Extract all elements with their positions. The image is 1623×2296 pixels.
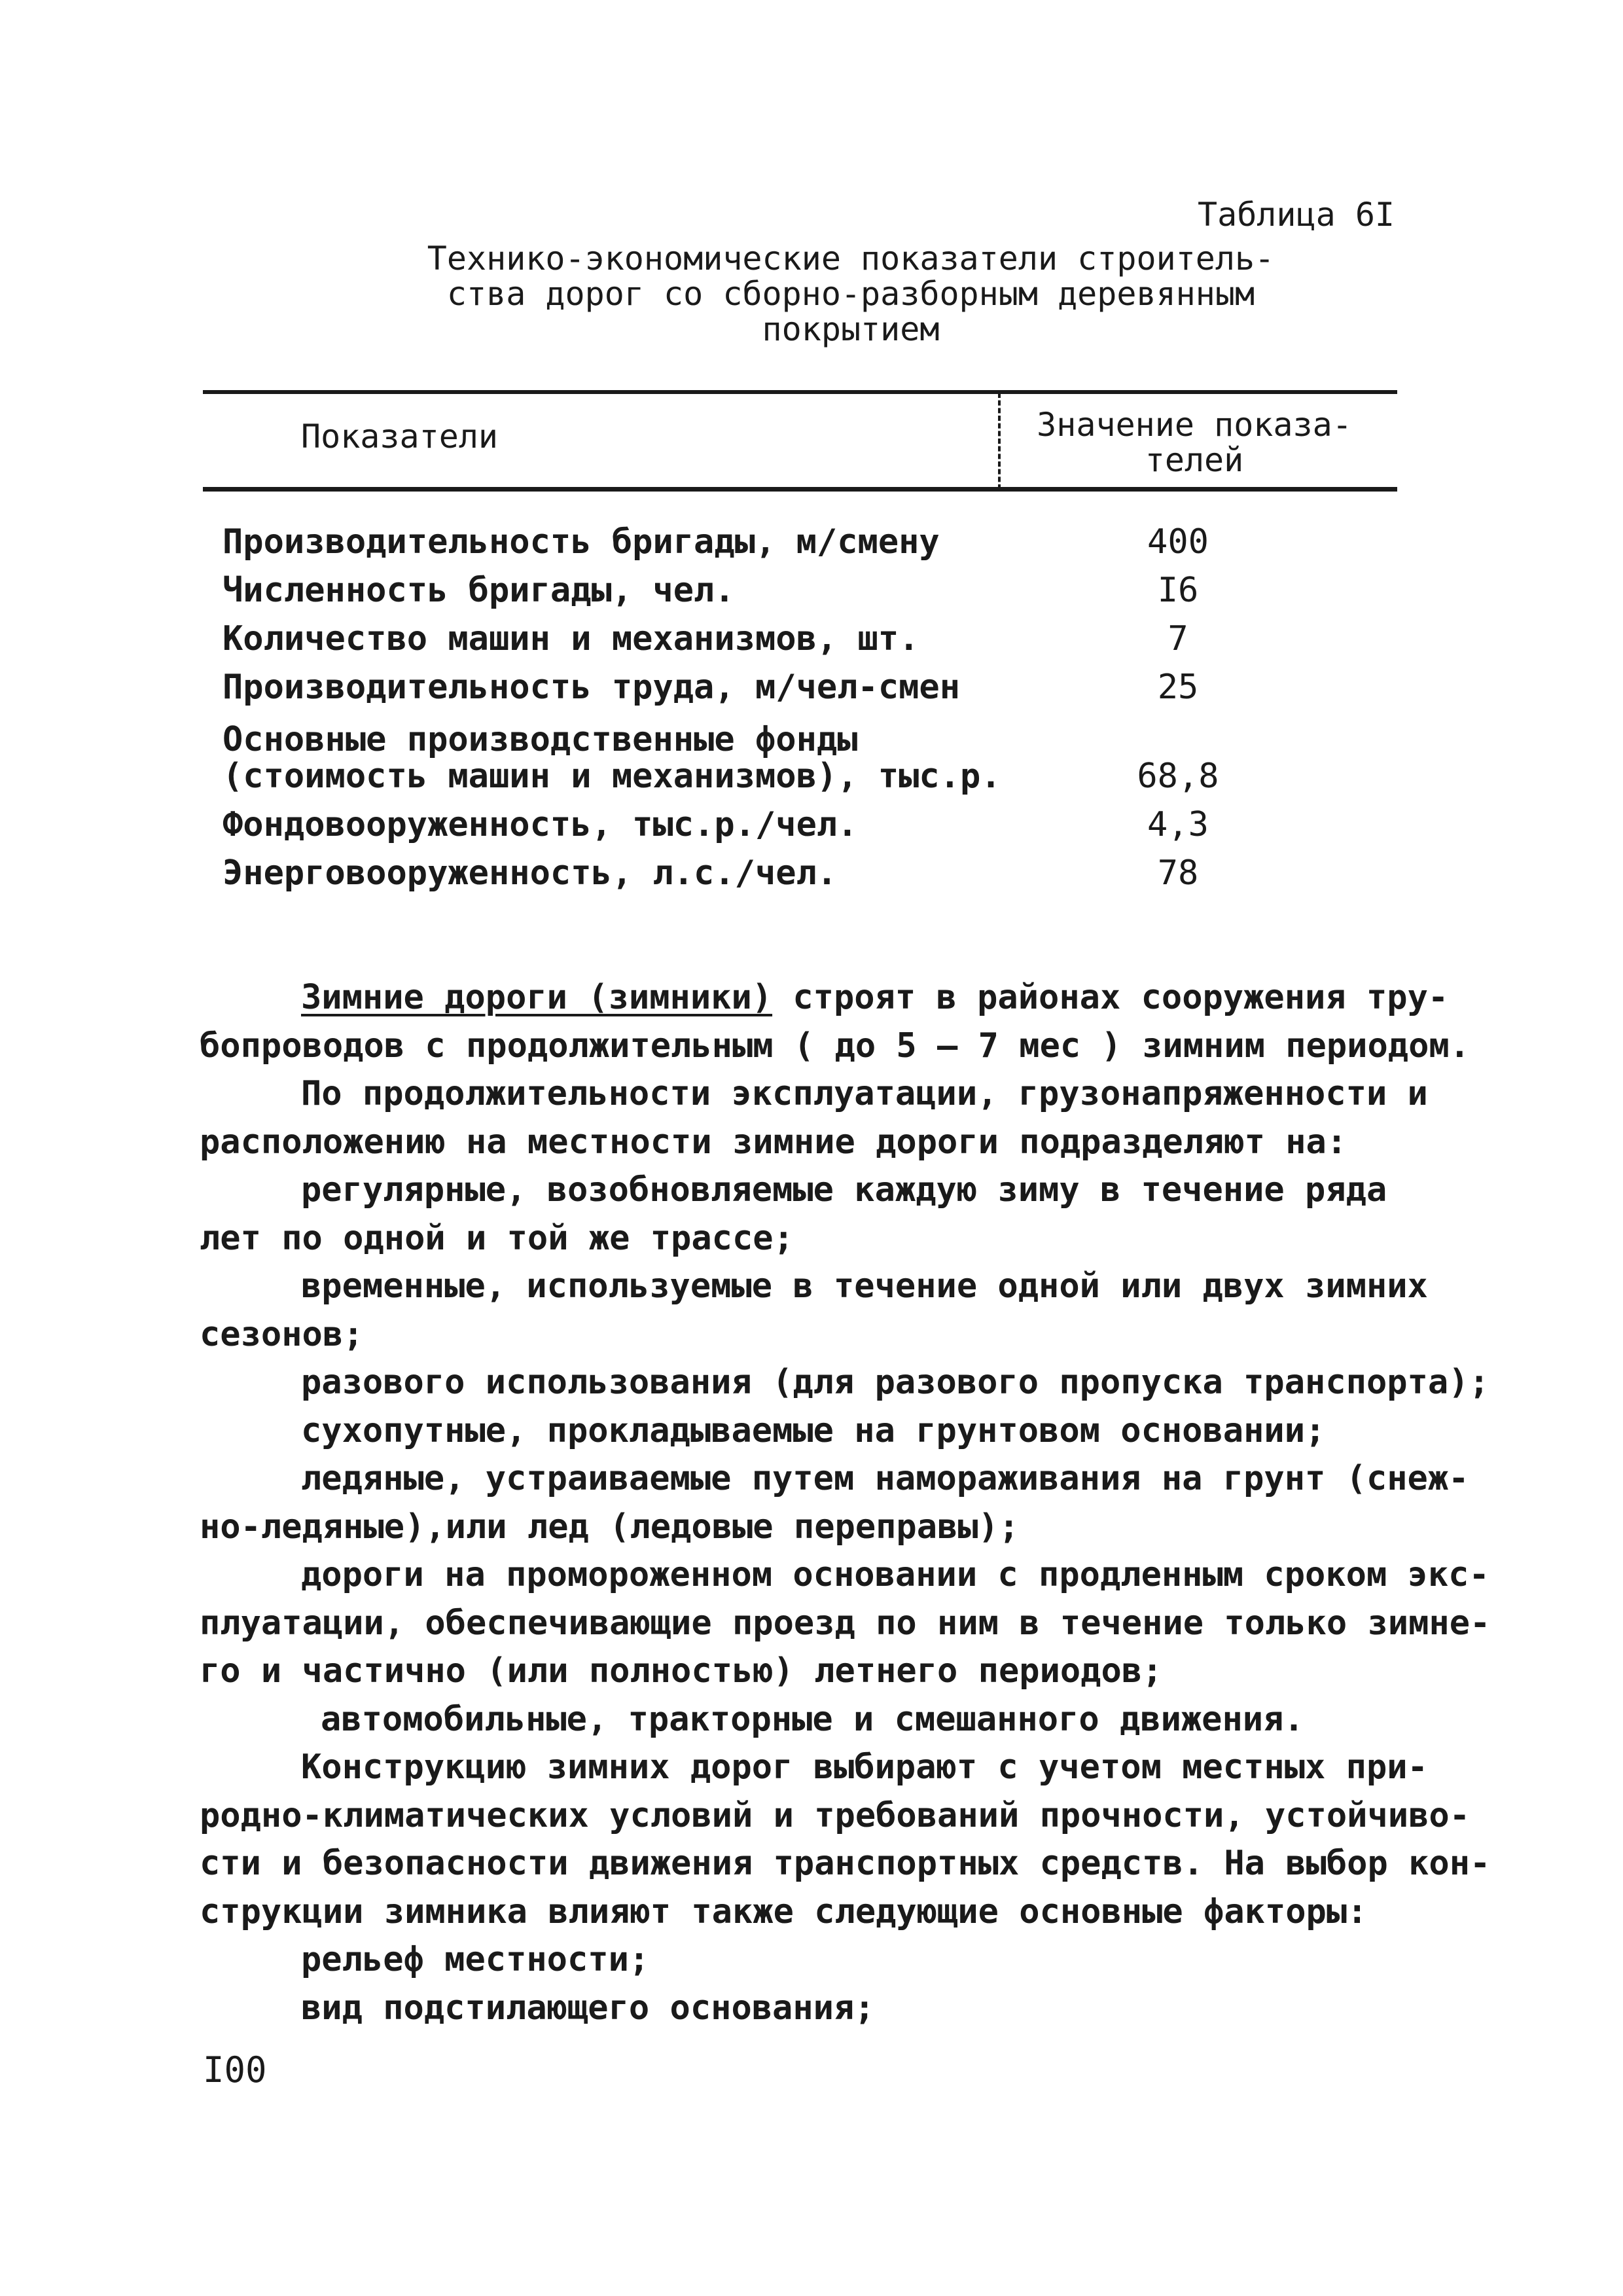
row-value: 78 bbox=[1157, 853, 1199, 893]
table-header-values bbox=[1024, 407, 1364, 478]
row-value: 7 bbox=[1168, 619, 1188, 658]
table-top-rule bbox=[203, 390, 1397, 394]
table-row bbox=[223, 512, 1257, 560]
text-line: бопроводов с продолжительным ( до 5 – 7 мес ) зимним периодом. bbox=[200, 1026, 1471, 1066]
list-item-line: дороги на промороженном основании с продленным сроком экс- bbox=[301, 1555, 1489, 1594]
text-line: родно-климатических условий и требований прочности, устойчиво- bbox=[200, 1795, 1471, 1835]
text-span: строят в районах сооружения тру- bbox=[772, 978, 1449, 1017]
row-value: 4,3 bbox=[1147, 805, 1209, 844]
row-label bbox=[223, 721, 1099, 795]
list-item-line: разового использования (для разового пропуска транспорта); bbox=[301, 1363, 1489, 1402]
table-row bbox=[223, 560, 1257, 609]
table-row bbox=[223, 843, 1257, 891]
text-line: струкции зимника влияют также следующие основные факторы: bbox=[200, 1892, 1368, 1931]
row-label: Фондовооруженность, тыс.р./чел. bbox=[223, 805, 858, 844]
term-winter-roads: Зимние дороги (зимники) bbox=[301, 978, 773, 1017]
row-label-line: (стоимость машин и механизмов), тыс.р. bbox=[223, 757, 1001, 796]
text-line bbox=[200, 974, 1449, 1022]
table-column-separator bbox=[998, 393, 1001, 490]
table-header-rule bbox=[203, 487, 1397, 492]
row-label-line: Основные производственные фонды bbox=[223, 720, 858, 759]
row-value: 25 bbox=[1157, 668, 1199, 707]
body-text bbox=[200, 974, 1491, 2032]
list-item-line: но-ледяные),или лед (ледовые переправы); bbox=[200, 1507, 1020, 1547]
list-item-line: ледяные, устраиваемые путем намораживания на грунт (снеж- bbox=[301, 1459, 1469, 1498]
row-value: I6 bbox=[1157, 571, 1199, 610]
row-label: Численность бригады, чел. bbox=[223, 571, 735, 610]
list-item-line: временные, используемые в течение одной или двух зимних bbox=[301, 1266, 1428, 1306]
row-value: 68,8 bbox=[1137, 757, 1219, 796]
text-line: сти и безопасности движения транспортных средств. На выбор кон- bbox=[200, 1844, 1491, 1883]
row-label: Количество машин и механизмов, шт. bbox=[223, 619, 919, 658]
row-label: Производительность бригады, м/смену bbox=[223, 522, 940, 562]
row-value: 400 bbox=[1147, 522, 1209, 562]
row-label: Энерговооруженность, л.с./чел. bbox=[223, 853, 838, 893]
table-title bbox=[366, 241, 1335, 347]
list-item-line: лет по одной и той же трассе; bbox=[200, 1218, 794, 1258]
page-number: I00 bbox=[203, 2049, 267, 2090]
list-item-line: сухопутные, прокладываемые на грунтовом основании; bbox=[301, 1410, 1326, 1450]
table-header-values-line: Значение показа- bbox=[1037, 406, 1352, 444]
list-item-line: автомобильные, тракторные и смешанного движения. bbox=[321, 1699, 1304, 1739]
list-item-line: регулярные, возобновляемые каждую зиму в течение ряда bbox=[301, 1170, 1387, 1210]
table-header-indicators: Показатели bbox=[301, 418, 499, 456]
table-number: Таблица 6I bbox=[1198, 196, 1395, 234]
list-item-line: рельеф местности; bbox=[301, 1940, 650, 1979]
table-row bbox=[223, 609, 1257, 657]
table-header-values-line: телей bbox=[1145, 441, 1244, 479]
text-line: По продолжительности эксплуатации, грузонапряженности и bbox=[301, 1074, 1428, 1113]
table-title-line: покрытием bbox=[762, 310, 940, 348]
row-label: Производительность труда, м/чел-смен bbox=[223, 668, 961, 707]
table-row bbox=[223, 657, 1257, 706]
list-item-line: вид подстилающего основания; bbox=[301, 1988, 875, 2028]
table-title-line: Технико-экономические показатели строитель- bbox=[427, 240, 1275, 278]
list-item-line: го и частично (или полностью) летнего периодов; bbox=[200, 1651, 1163, 1691]
table-title-line: ства дорог со сборно-разборным деревянным bbox=[446, 275, 1255, 313]
table-row bbox=[223, 706, 1257, 795]
list-item-line: сезонов; bbox=[200, 1314, 364, 1354]
table-row bbox=[223, 795, 1257, 843]
text-line: Конструкцию зимних дорог выбирают с учетом местных при- bbox=[301, 1748, 1428, 1787]
table-body bbox=[223, 512, 1257, 891]
text-line: расположению на местности зимние дороги подразделяют на: bbox=[200, 1122, 1347, 1162]
list-item-line: плуатации, обеспечивающие проезд по ним в течение только зимне- bbox=[200, 1603, 1491, 1643]
